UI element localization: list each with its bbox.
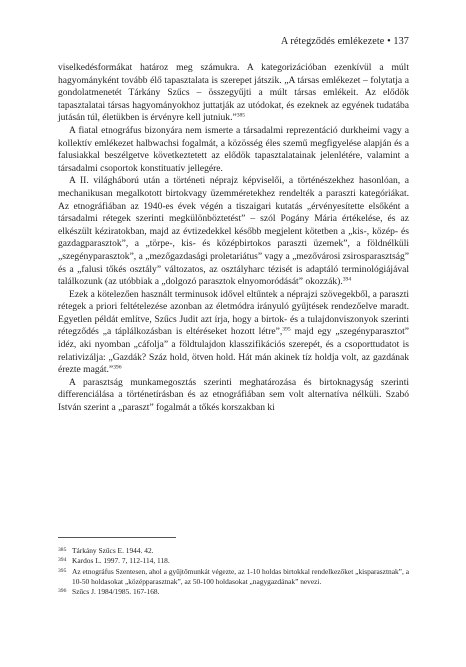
footnote-number: 394 — [58, 557, 67, 564]
paragraph-4 — [58, 289, 409, 377]
footnote-ref[interactable]: 395 — [282, 326, 291, 333]
running-header — [0, 36, 409, 47]
paragraph-5 — [58, 377, 409, 415]
footnote-text: Tárkány Szűcs E. 1944. 42. — [72, 546, 154, 555]
paragraph-text: Ezek a kötelezően használt terminusok idővel eltűntek a néprajzi szövegekből, a paraszti rétegek a priori feltételezése azonban az életmódra irányuló gyűjtések rendezőelve maradt. Egyetlen példát említve, Szűcs Judit azt írja, hogy a birtok- és a tulajdonviszonyok szerinti rétegződés „a táplálkozásban is eltéréseket hozott létre”,$^{395}$ majd egy „szegényparasztot” idéz, aki nyomban „cáfolja” a földtulajdon klasszifikációs szerepét, és a csoporttudatot is relativizálja: „Gazdák? Száz hold, ötven hold. Hát mán akinek tíz holdja volt, az gazdának érezte magát.” — [58, 288, 409, 376]
page-number: 137 — [393, 36, 409, 47]
footnote-text: Az etnográfus Szentesen, ahol a gyűjtőmunkát végezte, az 1-10 holdas birtokkal rendelkezőket „kisparasztnak”, a 10-50 holdasokat „középparasztnak”, az 50-100 holdasokat „nagygazdának” nevezi. — [72, 566, 409, 586]
paragraph-text: A II. világháború után a történeti néprajz képviselői, a történészekhez hasonlóan, a mechanikusan megalkotott birtokvagy üzemméretekhez rendelték a paraszti kategóriákat. Az etnográfiában az 1940-es évek végén a tiszaigari kutatás „érvényesítette elsőként a társadalmi rétegek szerinti megkülönböztetést” – szól Pogány Mária értékelése, és az elkészült kéziratokban, majd az évtizedekkel később megjelent kötetben a „kis-, közép- és gazdagparasztok”, a „törpe-, kis- és középbirtokos paraszti üzemek”, a földnélküli „szegényparasztok”, a „mezőgazdasági proletariátus” vagy a „mezővárosi zsirosparasztság” és a „falusi tőkés osztály” változatos, az osztályharc tézisét is adaptáló terminológiájával találkozunk (az utóbbiak a „dolgozó parasztok elnyomoródását” okozzák). — [58, 175, 409, 288]
footnote-number: 395 — [58, 567, 67, 574]
footnote-text: Kardos L. 1997. 7, 112-114, 118. — [72, 556, 170, 566]
footnote-ref[interactable]: 385 — [236, 112, 246, 119]
paragraph-text: viselkedésformákat határoz meg számukra. A kategorizációban ezenkívül a múlt hagyományként tovább élő tapasztalata is szerepet játszik. „A társas emlékezet – folytatja a gondolatmenetét Tárkány Szűcs – összegyűjti a múlt társas emlékeit. Az elődök tapasztalatai társas hagyományokhoz juttatják az utódokat, és ezeknek az egyének tudatába jutásán túl, életükben is érvényre kell jutniuk.” — [58, 62, 409, 124]
footnote — [58, 546, 409, 556]
paragraph-text: A fiatal etnográfus bizonyára nem ismerte a társadalmi reprezentáció durkheimi vagy a kollektív emlékezet halbwachsi fogalmát, a közösség éles szemű megfigyelése alapján és a falusiakkal beszélgetve következtetett az elődök tapasztalatainak jelenlétére, valamint a társadalmi csoportok konstituatív jellegére. — [58, 124, 409, 174]
footnote-number: 385 — [58, 547, 67, 553]
footnote — [58, 587, 409, 597]
running-title: A rétegződés emlékezete — [280, 36, 385, 47]
paragraph-1 — [58, 62, 409, 125]
footnote-text: Szűcs J. 1984/1985. 167-168. — [72, 587, 160, 597]
footnote-divider — [58, 537, 176, 538]
paragraph-3 — [58, 175, 409, 288]
header-separator-bullet: • — [387, 36, 394, 47]
footnotes — [58, 546, 409, 597]
paragraph-2 — [58, 125, 409, 175]
main-text — [58, 62, 409, 415]
footnote — [58, 556, 409, 566]
footnote-number: 396 — [58, 588, 67, 595]
footnote-ref[interactable]: 396 — [113, 364, 122, 371]
footnote-ref[interactable]: 394 — [342, 276, 352, 283]
paragraph-text: A parasztság munkamegosztás szerinti meghatározása és birtoknagyság szerinti differenciálása a történetírásban és az etnográfiában sem volt alternatíva nélküli. Szabó István szerint a „paraszt” fogalmát a tőkés korszakban ki — [58, 376, 409, 414]
footnote — [58, 567, 409, 588]
